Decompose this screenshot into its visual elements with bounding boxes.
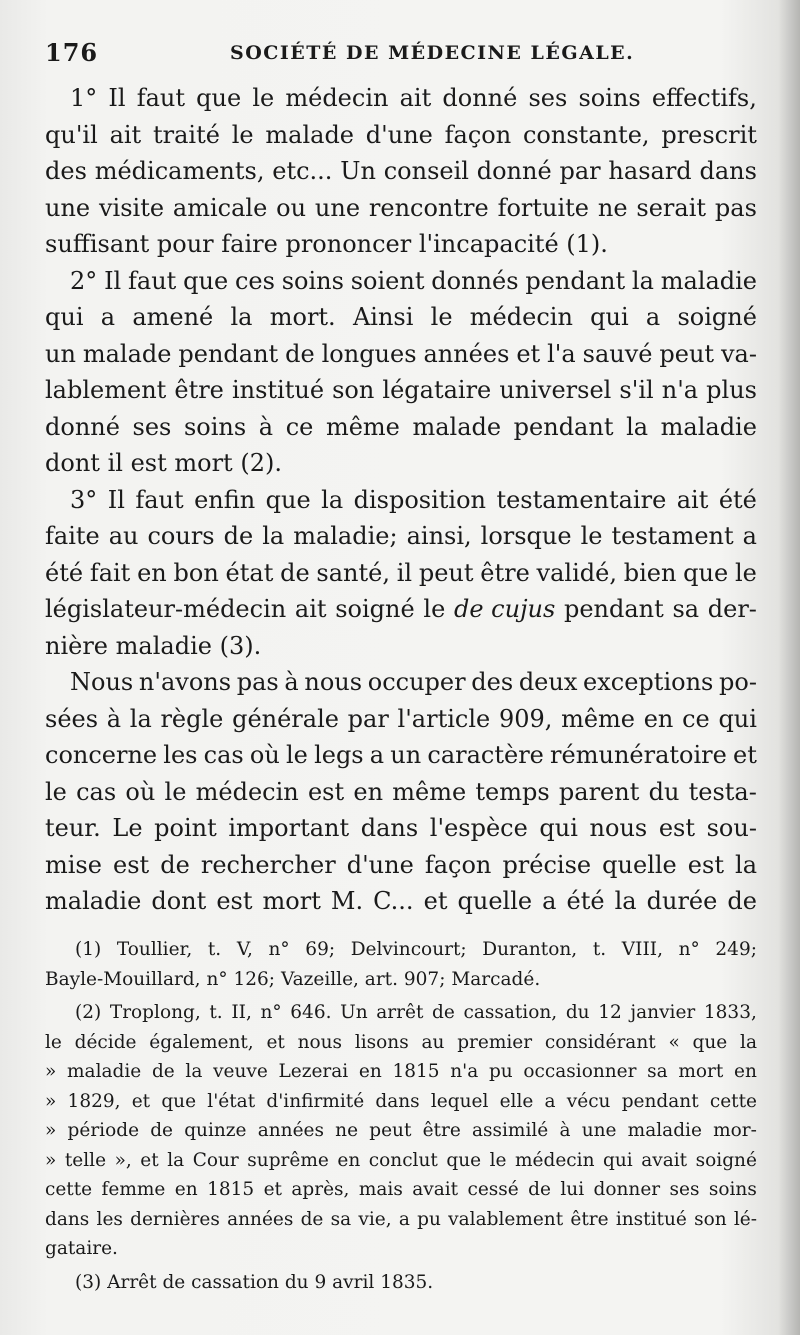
text-line: des médicaments, etc... Un conseil donné par hasard dans (45, 157, 757, 185)
footnote-2 (45, 998, 757, 1264)
footnote-line: » telle », et la Cour suprême en conclut que le médecin qui avait soigné (45, 1149, 757, 1171)
text-line: été fait en bon état de santé, il peut être validé, bien que le (45, 558, 757, 587)
running-title: SOCIÉTÉ DE MÉDECINE LÉGALE. (230, 42, 635, 64)
footnote-line: » période de quinze années ne peut être assimilé à une maladie mor- (45, 1120, 757, 1141)
footnote-line: (3) Arrêt de cassation du 9 avril 1835. (75, 1271, 434, 1293)
text-line: législateur-médecin ait soigné le de cujus pendant sa der- (45, 595, 757, 623)
footnote-line: dans les dernières années de sa vie, a pu valablement être institué son lé- (45, 1208, 757, 1230)
text-line: 1° Il faut que le médecin ait donné ses soins effectifs, (70, 84, 757, 112)
main-text (45, 80, 757, 920)
footnote-line: » maladie de la veuve Lezerai en 1815 n'a pu occasionner sa mort en (45, 1061, 757, 1082)
footnote-line: gataire. (45, 1238, 118, 1259)
text-line: Nous n'avons pas à nous occuper des deux exceptions po- (70, 668, 757, 696)
footnote-line: Bayle-Mouillard, n° 126; Vazeille, art. 907; Marcadé. (45, 968, 541, 990)
text-line: donné ses soins à ce même malade pendant la maladie (45, 412, 757, 441)
footnote-3 (45, 1268, 757, 1298)
footnote-line: (2) Troplong, t. II, n° 646. Un arrêt de cassation, du 12 janvier 1833, (75, 1002, 757, 1023)
page-edge-shadow (778, 0, 800, 1335)
text-line: qu'il ait traité le malade d'une façon constante, prescrit (45, 120, 757, 149)
text-line: dont il est mort (2). (45, 449, 282, 477)
footnote-line: (1) Toullier, t. V, n° 69; Delvincourt; Duranton, t. VIII, n° 249; (75, 939, 757, 960)
text-line: sées à la règle générale par l'article 909, même en ce qui (45, 704, 757, 733)
text-line: 3° Il faut enfin que la disposition testamentaire ait été (70, 485, 757, 514)
footnote-line: cette femme en 1815 et après, mais avait cessé de lui donner ses soins (45, 1179, 757, 1200)
text-line: teur. Le point important dans l'espèce qui nous est sou- (45, 814, 757, 842)
text-line: suffisant pour faire prononcer l'incapacité (1). (45, 230, 608, 258)
text-line: faite au cours de la maladie; ainsi, lorsque le testament a (45, 522, 757, 550)
page-header (45, 38, 757, 70)
text-line: qui a amené la mort. Ainsi le médecin qui a soigné (45, 303, 757, 331)
text-line: le cas où le médecin est en même temps parent du testa- (45, 777, 757, 806)
footnotes (45, 935, 757, 1297)
text-line: nière maladie (3). (45, 631, 262, 660)
text-line: une visite amicale ou une rencontre fortuite ne serait pas (45, 193, 757, 222)
text-line: mise est de rechercher d'une façon précise quelle est la (45, 850, 757, 879)
page-number: 176 (45, 38, 99, 67)
text-line: maladie dont est mort M. C... et quelle a été la durée de (45, 887, 757, 915)
text-line: concerne les cas où le legs a un caractère rémunératoire et (45, 741, 757, 769)
footnote-line: » 1829, et que l'état d'infirmité dans lequel elle a vécu pendant cette (45, 1090, 757, 1112)
text-line: 2° Il faut que ces soins soient donnés pendant la maladie (70, 266, 757, 295)
text-line: lablement être institué son légataire universel s'il n'a plus (45, 376, 757, 404)
footnote-1 (45, 935, 757, 994)
text-line: un malade pendant de longues années et l'a sauvé peut va- (45, 339, 757, 368)
footnote-line: le décide également, et nous lisons au premier considérant « que la (45, 1031, 757, 1053)
